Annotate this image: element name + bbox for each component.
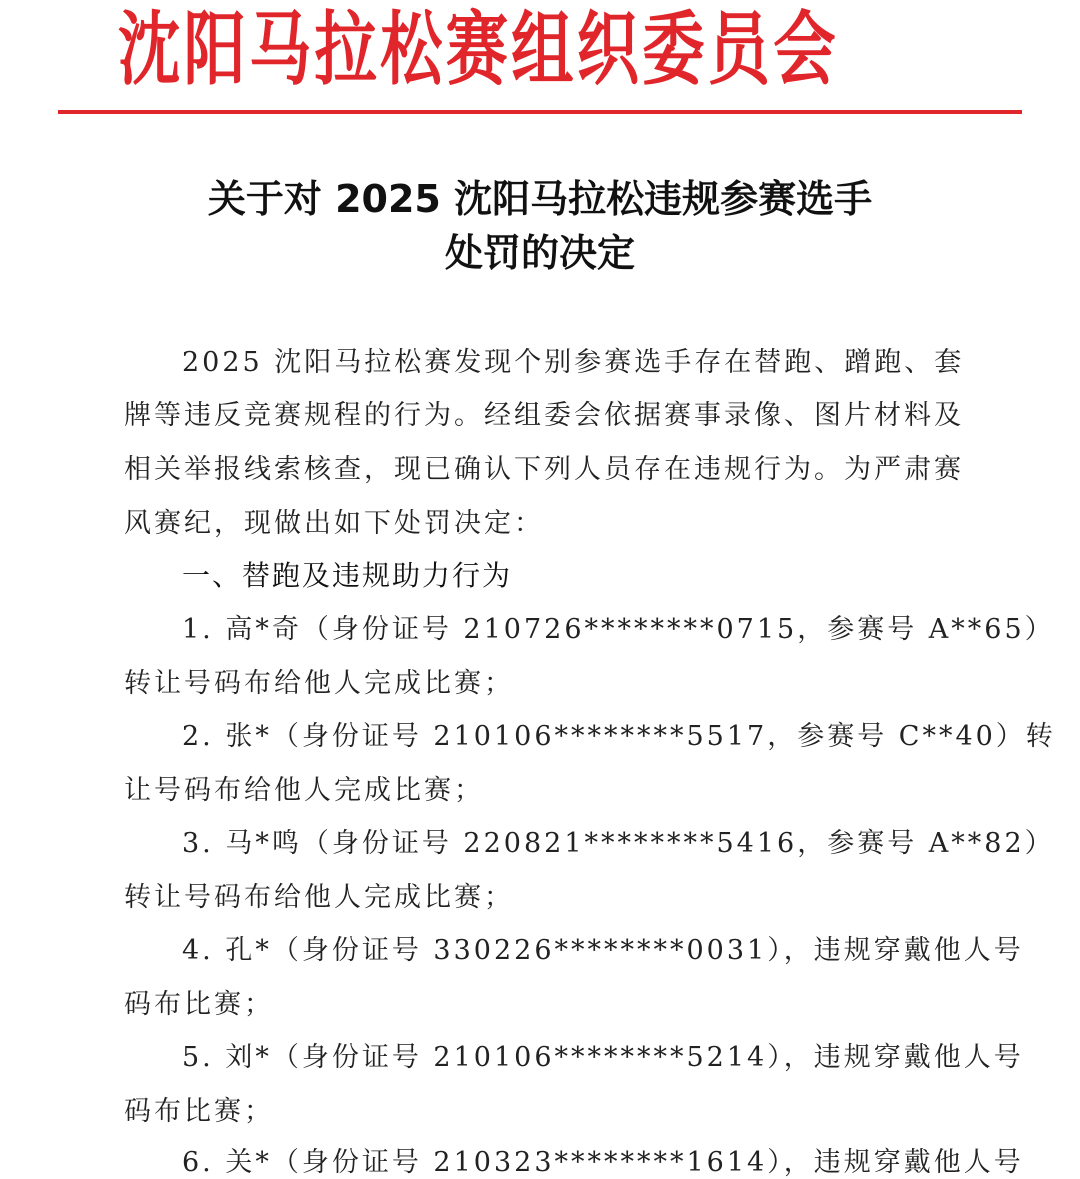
organization-letterhead: 沈阳马拉松赛组织委员会 <box>118 3 839 96</box>
list-item-6-line-1: 6. 关*（身份证号 210323********1614），违规穿戴他人号 <box>182 1147 1024 1178</box>
list-item-1-line-2: 转让号码布给他人完成比赛； <box>124 668 514 699</box>
list-item-4-line-1: 4. 孔*（身份证号 330226********0031），违规穿戴他人号 <box>182 935 1024 966</box>
intro-line-3: 相关举报线索核查，现已确认下列人员存在违规行为。为严肃赛 <box>124 454 964 485</box>
list-item-2-line-2: 让号码布给他人完成比赛； <box>124 775 484 806</box>
document-title-line-2: 处罚的决定 <box>444 231 635 275</box>
list-item-1-line-1: 1. 高*奇（身份证号 210726********0715，参赛号 A**65） <box>182 614 1055 645</box>
list-item-5-line-1: 5. 刘*（身份证号 210106********5214），违规穿戴他人号 <box>182 1042 1024 1073</box>
list-item-5-line-2: 码布比赛； <box>124 1096 274 1127</box>
section-heading-1: 一、替跑及违规助力行为 <box>182 559 513 592</box>
list-item-2-line-1: 2. 张*（身份证号 210106********5517，参赛号 C**40）转 <box>182 721 1056 752</box>
list-item-3-line-2: 转让号码布给他人完成比赛； <box>124 882 514 913</box>
letterhead-divider <box>58 110 1022 114</box>
list-item-4-line-2: 码布比赛； <box>124 989 274 1020</box>
document-title-line-1: 关于对 2025 沈阳马拉松违规参赛选手 <box>207 177 873 221</box>
intro-line-4: 风赛纪，现做出如下处罚决定： <box>124 508 544 539</box>
intro-line-2: 牌等违反竞赛规程的行为。经组委会依据赛事录像、图片材料及 <box>124 400 964 431</box>
intro-line-1: 2025 沈阳马拉松赛发现个别参赛选手存在替跑、蹭跑、套 <box>182 347 965 378</box>
list-item-3-line-1: 3. 马*鸣（身份证号 220821********5416，参赛号 A**82） <box>182 828 1055 859</box>
